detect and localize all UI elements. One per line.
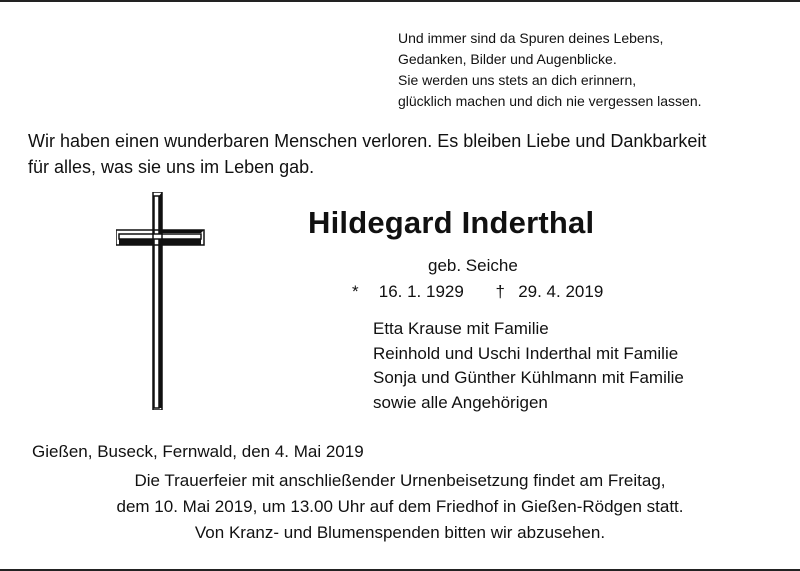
funeral-notice	[0, 468, 800, 546]
cross-icon	[116, 192, 206, 410]
poem	[398, 28, 702, 112]
notice-line: Die Trauerfeier mit anschließender Urnenbeisetzung findet am Freitag,	[134, 471, 666, 490]
mourners-list	[373, 317, 684, 415]
poem-line: Und immer sind da Spuren deines Lebens,	[398, 30, 664, 46]
place-date: Gießen, Buseck, Fernwald, den 4. Mai 2019	[32, 442, 364, 461]
mourner-line: Reinhold und Uschi Inderthal mit Familie	[373, 343, 679, 363]
intro-text	[28, 128, 788, 180]
intro-line: Wir haben einen wunderbaren Menschen verloren. Es bleiben Liebe und Dankbarkeit	[28, 131, 707, 151]
deceased-name: Hildegard Inderthal	[308, 205, 595, 240]
poem-line: Gedanken, Bilder und Augenblicke.	[398, 51, 617, 67]
death-symbol: †	[495, 282, 505, 301]
birth-date: 16. 1. 1929	[378, 282, 464, 301]
life-dates	[352, 282, 603, 302]
birth-symbol: *	[352, 282, 359, 301]
mourner-line: sowie alle Angehörigen	[373, 392, 548, 412]
notice-line: dem 10. Mai 2019, um 13.00 Uhr auf dem Friedhof in Gießen-Rödgen statt.	[116, 497, 684, 516]
intro-line: für alles, was sie uns im Leben gab.	[28, 157, 315, 177]
born-name: geb. Seiche	[428, 256, 518, 275]
mourner-line: Etta Krause mit Familie	[373, 319, 549, 338]
death-date: 29. 4. 2019	[518, 282, 604, 301]
poem-line: glücklich machen und dich nie vergessen lassen.	[398, 93, 702, 109]
notice-line: Von Kranz- und Blumenspenden bitten wir abzusehen.	[194, 523, 606, 542]
poem-line: Sie werden uns stets an dich erinnern,	[398, 72, 637, 88]
mourner-line: Sonja und Günther Kühlmann mit Familie	[373, 368, 684, 387]
